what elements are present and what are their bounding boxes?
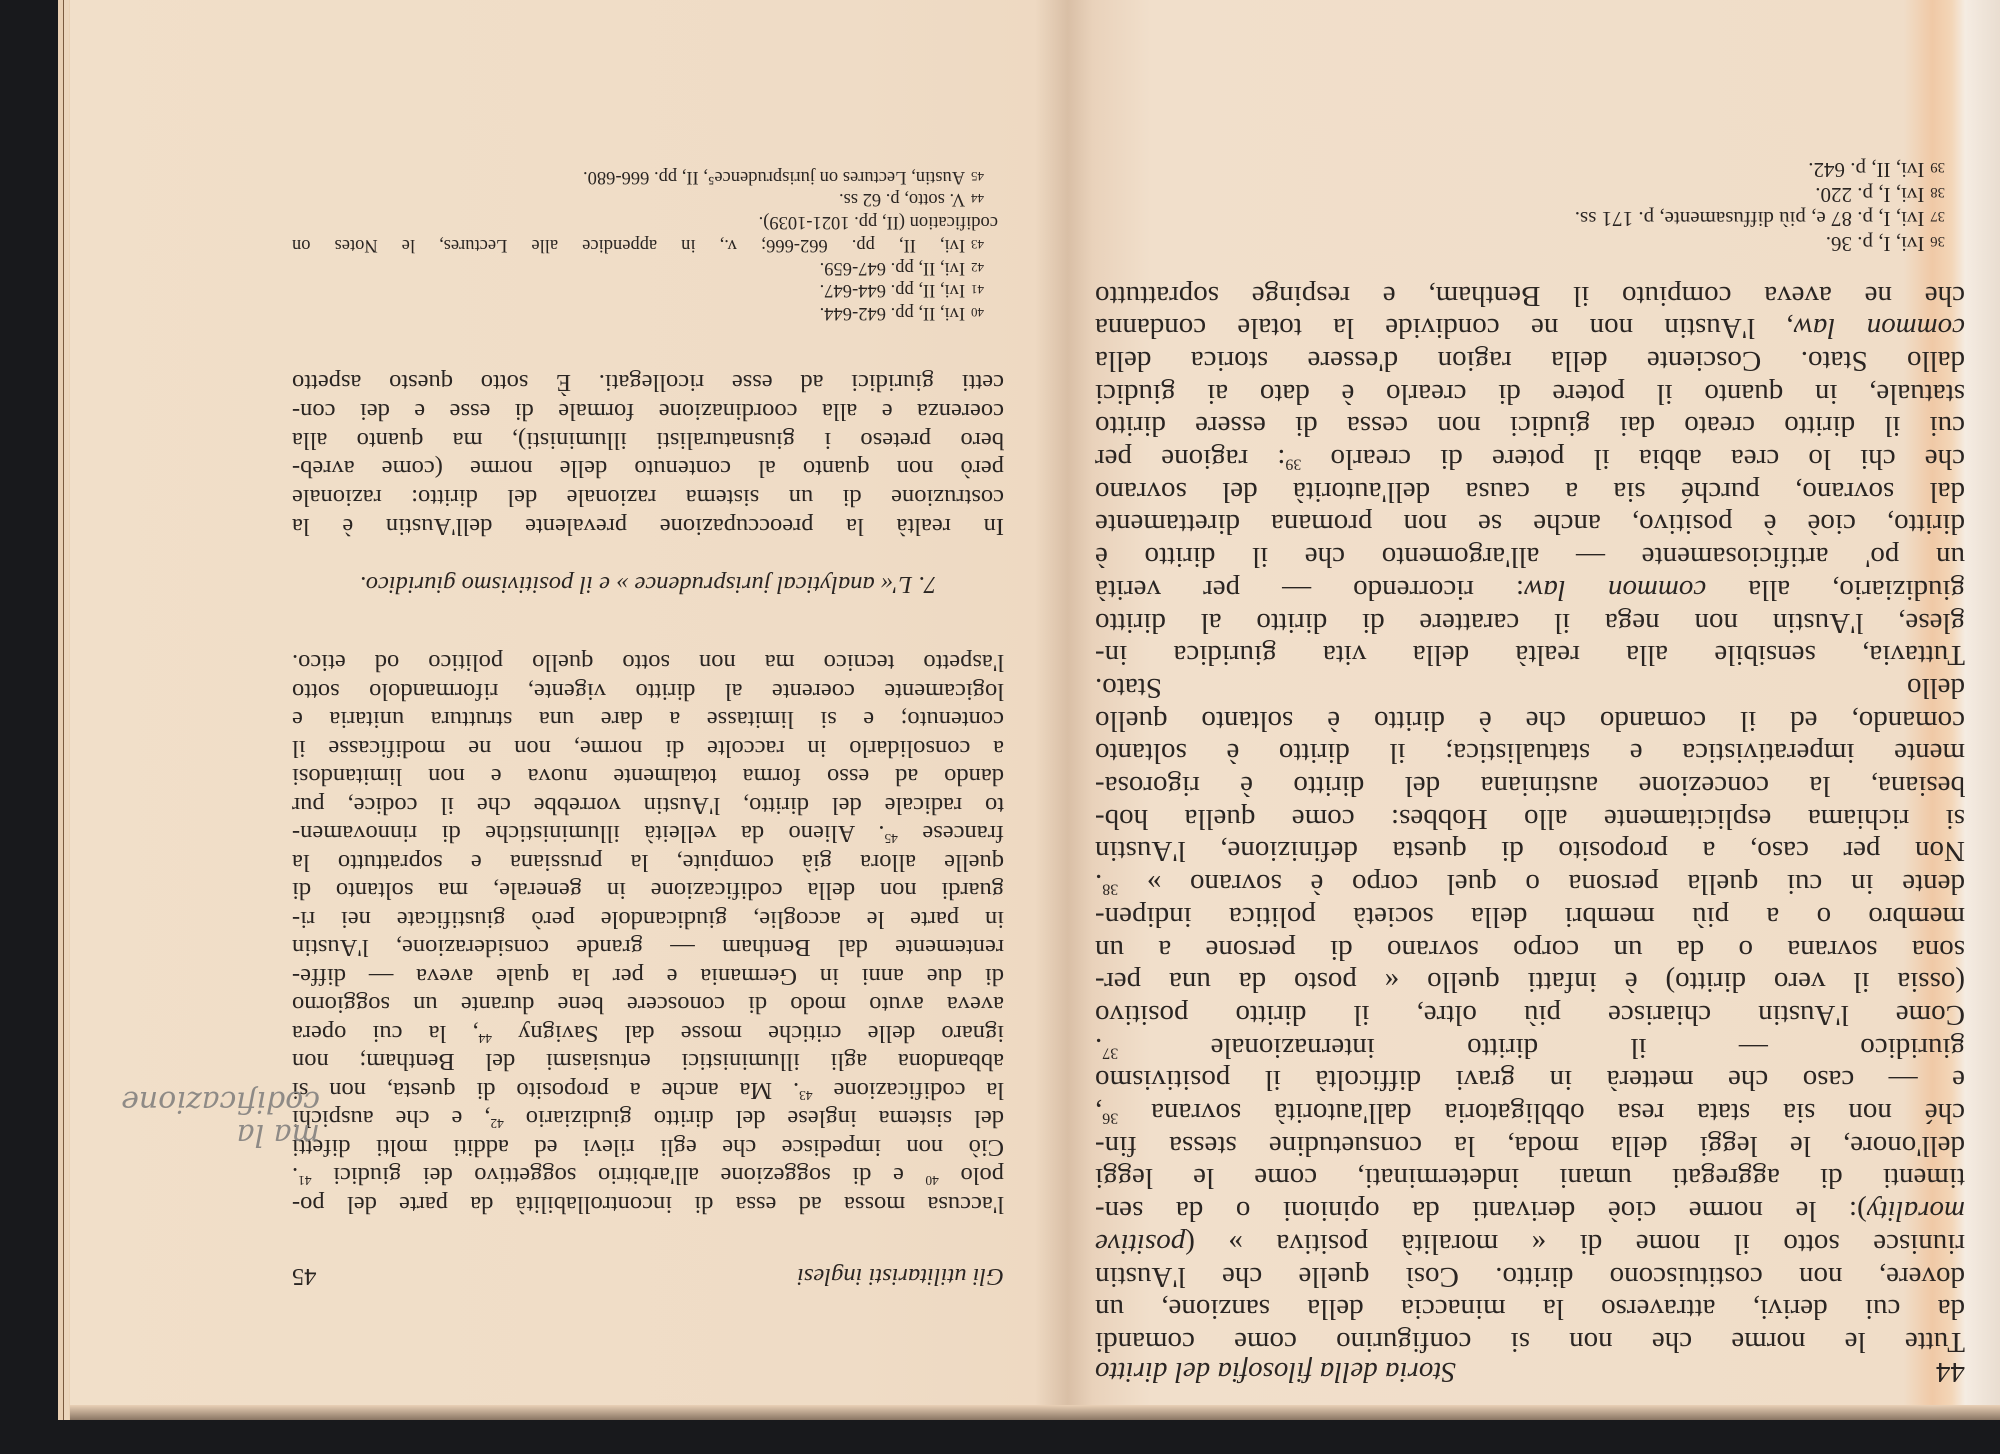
footnote-number: 36 bbox=[1930, 233, 1945, 249]
text-line: to radicale del diritto, l'Austin vorrebbe che il codice, pur bbox=[292, 792, 1004, 819]
text-line: mente imperativistica e statualistica; il diritto è soltanto bbox=[1095, 737, 1965, 770]
text-line: si richiama esplicitamente allo Hobbes: come quella hob- bbox=[1095, 802, 1965, 835]
text-line bbox=[1095, 1229, 1965, 1258]
text-line: aveva avuto modo di conoscere bene durante un soggiorno bbox=[292, 991, 1004, 1019]
footnote bbox=[292, 190, 1004, 209]
page-bottom-edge bbox=[70, 1405, 2000, 1420]
left-page-45 bbox=[292, 100, 1004, 1300]
text-line: a consolidarlo in raccolte di norme, non ne modificasse il bbox=[292, 735, 1004, 762]
footnote bbox=[292, 235, 1004, 254]
text-line: l'aspetto tecnico ma non sotto quello politico od etico. bbox=[292, 649, 1004, 677]
text-segment: e di soggezione all'arbitrio soggettivo dei giudici bbox=[311, 1162, 926, 1190]
text-line: però non quanto al contenuto delle norme (come avreb- bbox=[292, 455, 1004, 483]
text-line: sona sovrana o da un corpo sovrano di persone a un bbox=[1095, 933, 1965, 966]
footnote-ref: 40 bbox=[925, 1173, 939, 1189]
text-line: l'accusa mossa ad essa di incontrollabilità da parte del po- bbox=[292, 1191, 1004, 1218]
text-segment: , la cui opera bbox=[292, 1020, 479, 1047]
text-line: coerenza e alla coordinazione formale di esse e dei con- bbox=[292, 397, 1004, 425]
text-segment: del sistema inglese del diritto giudiziario bbox=[503, 1105, 1004, 1133]
text-line bbox=[292, 1163, 1004, 1188]
footnote bbox=[292, 258, 1004, 277]
text-line bbox=[1095, 1195, 1965, 1228]
footnote-ref: 37 bbox=[1102, 1044, 1119, 1062]
footnote-number: 38 bbox=[1930, 183, 1945, 200]
text-line: In realtà la preoccupazione prevalente dell'Austin è la bbox=[292, 513, 1004, 540]
text-line bbox=[1095, 1033, 1965, 1062]
text-segment: common law bbox=[1524, 573, 1707, 606]
footnote-number: 41 bbox=[971, 282, 984, 298]
text-segment: common law bbox=[1793, 312, 1965, 345]
text-line: Non per caso, a proposito di questa definizione, l'Austin bbox=[1095, 835, 1965, 868]
text-line: Come l'Austin chiarisce più oltre, il diritto positivo bbox=[1095, 999, 1965, 1031]
footnote bbox=[292, 167, 1004, 186]
text-line: quelle allora già compiute, la prussiana e soprattutto la bbox=[292, 849, 1004, 876]
footnote-text: V. sotto, p. 62 ss. bbox=[838, 189, 966, 210]
text-line: dal sovrano, purché sia a causa dell'autorità del sovrano bbox=[1095, 475, 1965, 508]
text-line: Tutte le norme che non si configurino come comandi bbox=[1095, 1326, 1965, 1358]
footnote-ref: 43 bbox=[799, 1088, 813, 1104]
page-number: 45 bbox=[292, 1263, 317, 1290]
text-line: che ne aveva compiuto il Bentham, e respinge soprattutto bbox=[1095, 279, 1965, 312]
text-line: un po' artificiosamente — all'argomento che il diritto è bbox=[1095, 541, 1965, 574]
text-line: Tuttavia, sensibile alla realtà della vita giuridica in- bbox=[1095, 639, 1965, 672]
text-line: da cui derivi, attraverso la minaccia della sanzione, un bbox=[1095, 1293, 1965, 1326]
text-segment: : ragione per bbox=[1094, 443, 1286, 476]
text-line: Ciò non impedisce che egli rilevi ed additi molti difetti bbox=[292, 1134, 1004, 1161]
text-line: membro o a più membri della società politica indipen- bbox=[1095, 900, 1965, 933]
footnote-ref: 39 bbox=[1285, 455, 1302, 473]
footnote-text: Ivi, II, pp. 647-659. bbox=[819, 257, 966, 278]
text-segment: che chi lo crea abbia il potere di crearlo bbox=[1301, 443, 1965, 476]
text-segment: . Ma anche a proposito di questa, non si bbox=[292, 1077, 800, 1104]
footnote-text: Ivi, I, p. 36. bbox=[1825, 232, 1925, 256]
text-line bbox=[1095, 1097, 1965, 1130]
footnote bbox=[292, 213, 1004, 232]
footnote-number: 37 bbox=[1930, 208, 1945, 225]
text-line: costruzione di un sistema razionale del diritto: razionale bbox=[292, 484, 1004, 512]
text-line: besiana, la concezione austiniana del diritto è rigorosa- bbox=[1095, 770, 1965, 803]
text-line bbox=[292, 1106, 1004, 1131]
header-title: Storia della filosofia del diritto bbox=[1095, 1356, 1456, 1388]
text-segment: francese bbox=[897, 820, 1004, 848]
footnote bbox=[1095, 184, 1965, 205]
text-segment: ché non sia stata resa obbligatoria dall'autorità sovrana bbox=[1118, 1097, 1965, 1130]
text-line: di due anni in Germania e per la quale aveva — diffe- bbox=[292, 963, 1004, 990]
text-segment: giuridico — il diritto internazionale bbox=[1118, 1031, 1965, 1064]
text-line: e — caso che metterà in gravi difficoltà il positivismo bbox=[1095, 1064, 1965, 1097]
footnote-text: codification (II, pp. 1021-1039). bbox=[758, 212, 998, 233]
footnote-ref: 45 bbox=[884, 831, 898, 847]
text-segment: , e che auspichi bbox=[292, 1105, 491, 1133]
footnote bbox=[1095, 207, 1965, 232]
text-segment: . bbox=[1095, 868, 1103, 901]
text-segment: polo bbox=[938, 1162, 1004, 1190]
footnote-text: Ivi, II, pp. 644-647. bbox=[819, 280, 966, 301]
footnote bbox=[1095, 159, 1965, 180]
footnote-text: Ivi, I, p. 220. bbox=[1815, 182, 1925, 207]
footnote bbox=[1095, 233, 1965, 254]
running-header bbox=[1095, 1357, 1965, 1386]
text-line: diritto, cioè è positivo, anche se non promana direttamente bbox=[1095, 508, 1965, 541]
text-segment: morality bbox=[1866, 1195, 1965, 1228]
text-segment: ): le norme cioè derivanti da opinioni o da sen- bbox=[1095, 1195, 1867, 1228]
text-line: glese, l'Austin non nega il carattere di diritto al diritto bbox=[1095, 606, 1965, 639]
text-line: (ossia il vero diritto) è infatti quello « posto da una per- bbox=[1095, 966, 1965, 999]
footnote-ref: 36 bbox=[1102, 1109, 1119, 1127]
text-line: dovere, non costituiscono diritto. Così quelle che l'Austin bbox=[1095, 1260, 1965, 1293]
text-segment: . bbox=[291, 1162, 299, 1190]
text-line bbox=[1095, 312, 1965, 345]
page-number: 44 bbox=[1936, 1356, 1965, 1388]
footnote-text: Ivi, I, p. 87 e, più diffusamente, p. 171 ss. bbox=[1574, 207, 1925, 232]
footnote-text: Ivi, II, pp. 662-666; v., in appendice alle Lectures, le Notes on bbox=[292, 234, 966, 255]
text-segment: , l'Austin non ne condivide la totale condanna bbox=[1095, 312, 1794, 345]
text-line: cetti giuridici ad esse ricollegati. È sotto questo aspetto bbox=[292, 369, 1004, 396]
footnote-text: Ivi, II, pp. 642-644. bbox=[819, 303, 966, 323]
text-line bbox=[292, 821, 1004, 846]
text-line: timenti di aggregati umani indeterminati, come le leggi bbox=[1095, 1162, 1965, 1195]
handwritten-margin-note: ma la codificazione bbox=[121, 1084, 320, 1152]
footnote-number: 40 bbox=[971, 305, 984, 320]
footnote-number: 42 bbox=[971, 259, 984, 275]
text-segment: dente in cui quella persona o quel corpo è sovrano » bbox=[1118, 868, 1965, 901]
text-line: logicamente coerente al diritto vigente, riformandolo sotto bbox=[292, 678, 1004, 705]
text-segment: . bbox=[1095, 1031, 1103, 1064]
text-line bbox=[1094, 443, 1965, 476]
footnote-number: 43 bbox=[971, 236, 984, 252]
text-line: in parte le accoglie, giudicandole però giustificate nei ri- bbox=[292, 906, 1004, 933]
footnote-ref: 42 bbox=[490, 1116, 504, 1132]
text-segment: positive bbox=[1095, 1227, 1186, 1260]
text-line: dallo Stato. Cosciente della ragion d'essere storica della bbox=[1095, 345, 1965, 377]
text-segment: la codificazione bbox=[812, 1077, 1004, 1104]
right-page-44 bbox=[1095, 140, 1965, 1400]
footnote-text: Ivi, II, p. 642. bbox=[1808, 157, 1925, 182]
text-segment: giudiziario, alla bbox=[1706, 573, 1965, 606]
text-line: dello Stato. bbox=[1095, 672, 1965, 704]
text-segment: , bbox=[1095, 1097, 1103, 1130]
text-line: dell'onore, le leggi della moda, la consuetudine stessa fin- bbox=[1095, 1129, 1965, 1162]
footnote bbox=[292, 304, 1004, 323]
text-segment: ignaro delle critiche mosse dal Savigny bbox=[492, 1020, 1004, 1047]
text-line bbox=[1095, 868, 1965, 901]
footnote-number: 44 bbox=[971, 191, 984, 207]
text-line: rentemente dal Bentham — grande considerazione, l'Austin bbox=[292, 934, 1004, 962]
text-segment: . Alieno da velleità illuministiche di rinnovamen- bbox=[292, 820, 885, 848]
text-line: abbandona agli illuministici entusiasmi del Bentham; non bbox=[292, 1048, 1004, 1076]
footnote-ref: 38 bbox=[1102, 880, 1119, 898]
text-line bbox=[1095, 575, 1965, 604]
text-line: cui il diritto creato dai giudici non cessa di essere diritto bbox=[1095, 410, 1965, 443]
text-line bbox=[292, 1078, 1004, 1103]
section-heading: 7. L'« analytical jurisprudence » e il positivismo giuridico. bbox=[359, 571, 937, 598]
text-line: statuale, in quanto il potere di crearlo è dato ai giudici bbox=[1095, 377, 1965, 410]
header-title: Gli utilitaristi inglesi bbox=[797, 1263, 1004, 1290]
text-line: bero preteso i giusnaturalisti illuministi), ma quanto alla bbox=[292, 426, 1004, 454]
text-line bbox=[292, 1021, 1004, 1046]
running-header bbox=[292, 1264, 1004, 1289]
text-line: dando ad esso forma totalmente nuova e non limitandosi bbox=[292, 763, 1004, 791]
text-line: comando, ed il comando che è diritto è soltanto quello bbox=[1095, 704, 1965, 737]
text-segment: : ricorrendo — per verità bbox=[1095, 573, 1525, 606]
footnote-number: 45 bbox=[971, 168, 984, 184]
text-segment: riunisce sotto il nome di « moralità positiva » ( bbox=[1185, 1227, 1965, 1260]
footnote-number: 39 bbox=[1930, 158, 1945, 175]
footnote-ref: 41 bbox=[298, 1173, 312, 1189]
footnote-text: Austin, Lectures on jurisprudence⁵, II, pp. 666-680. bbox=[583, 166, 966, 187]
footnote bbox=[292, 281, 1004, 300]
text-line: contenuto; e si limitasse a dare una struttura unitaria e bbox=[292, 706, 1004, 734]
text-line: guardi non della codificazione in generale, ma soltanto di bbox=[292, 877, 1004, 905]
footnote-ref: 44 bbox=[478, 1031, 493, 1047]
